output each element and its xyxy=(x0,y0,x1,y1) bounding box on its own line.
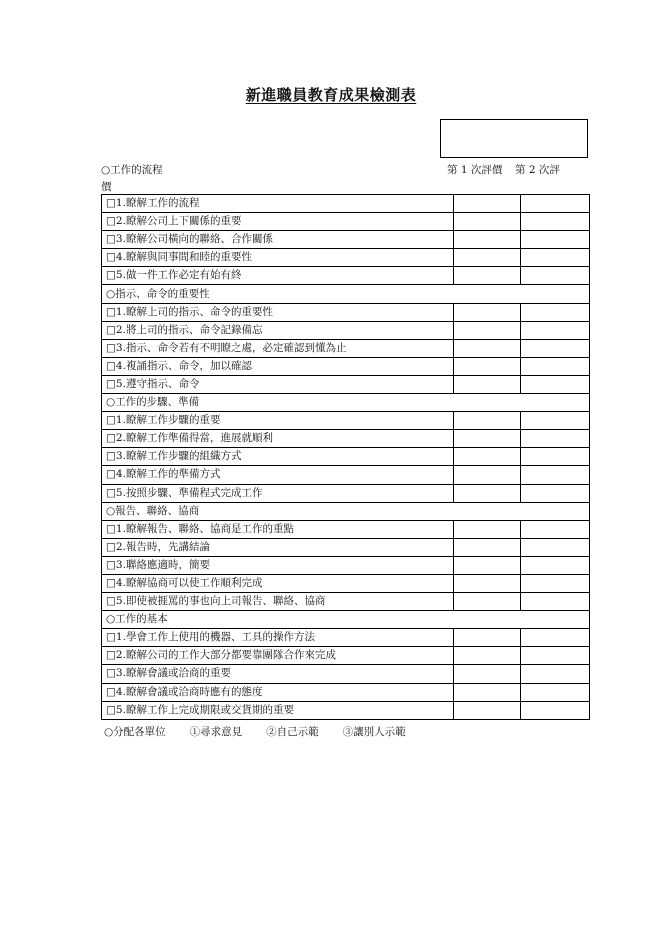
first-evaluation-cell[interactable] xyxy=(453,249,521,267)
table-row xyxy=(102,303,590,321)
second-evaluation-cell[interactable] xyxy=(521,303,590,321)
checklist-item[interactable]: □3.指示、命令若有不明瞭之處，必定確認到懂為止 xyxy=(102,339,454,357)
table-row xyxy=(102,213,590,231)
first-evaluation-cell[interactable] xyxy=(453,267,521,285)
second-evaluation-cell[interactable] xyxy=(521,357,590,375)
table-row xyxy=(102,448,590,466)
second-evaluation-label: 第 2 次評 xyxy=(515,164,560,176)
section-heading-row xyxy=(102,502,590,520)
table-row xyxy=(102,556,590,574)
checklist-item[interactable]: □5.做一件工作必定有始有終 xyxy=(102,267,454,285)
table-row xyxy=(102,195,590,213)
first-evaluation-cell[interactable] xyxy=(453,213,521,231)
checklist-item[interactable]: □2.瞭解工作準備得當，進展就順利 xyxy=(102,430,454,448)
checklist-item[interactable]: □2.將上司的指示、命令記錄備忘 xyxy=(102,321,454,339)
second-evaluation-label-wrap: 價 xyxy=(101,181,112,193)
first-evaluation-label: 第 1 次評價 xyxy=(447,164,503,176)
table-row xyxy=(102,629,590,647)
first-evaluation-cell[interactable] xyxy=(453,303,521,321)
second-evaluation-cell[interactable] xyxy=(521,213,590,231)
table-row xyxy=(102,665,590,683)
first-evaluation-cell[interactable] xyxy=(453,647,521,665)
first-evaluation-cell[interactable] xyxy=(453,448,521,466)
second-evaluation-cell[interactable] xyxy=(521,448,590,466)
table-row xyxy=(102,412,590,430)
second-evaluation-cell[interactable] xyxy=(521,484,590,502)
section-heading: ○指示、命令的重要性 xyxy=(102,285,590,303)
checklist-item[interactable]: □5.瞭解工作上完成期限或交貨期的重要 xyxy=(102,701,454,719)
second-evaluation-cell[interactable] xyxy=(521,647,590,665)
first-evaluation-cell[interactable] xyxy=(453,538,521,556)
second-evaluation-cell[interactable] xyxy=(521,375,590,393)
second-evaluation-cell[interactable] xyxy=(521,701,590,719)
first-evaluation-cell[interactable] xyxy=(453,484,521,502)
table-row xyxy=(102,321,590,339)
table-row xyxy=(102,538,590,556)
checklist-item[interactable]: □3.瞭解工作步驟的組織方式 xyxy=(102,448,454,466)
first-evaluation-cell[interactable] xyxy=(453,701,521,719)
section-heading: ○工作的基本 xyxy=(102,611,590,629)
assignment-label: ○分配各單位 xyxy=(104,726,166,738)
checklist-item[interactable]: □4.複誦指示、命令，加以確認 xyxy=(102,357,454,375)
first-evaluation-cell[interactable] xyxy=(453,339,521,357)
option-ask-opinion: ①尋求意見 xyxy=(189,726,243,738)
section-heading-row xyxy=(102,611,590,629)
checklist-item[interactable]: □4.瞭解工作的準備方式 xyxy=(102,466,454,484)
table-row xyxy=(102,357,590,375)
checklist-item[interactable]: □1.瞭解上司的指示、命令的重要性 xyxy=(102,303,454,321)
checklist-item[interactable]: □5.即使被捱罵的事也向上司報告、聯絡、協商 xyxy=(102,593,454,611)
option-self-demo: ②自己示範 xyxy=(266,726,319,738)
first-evaluation-cell[interactable] xyxy=(453,629,521,647)
table-row xyxy=(102,520,590,538)
checklist-item[interactable]: □2.瞭解公司上下關係的重要 xyxy=(102,213,454,231)
checklist-item[interactable]: □1.瞭解工作步驟的重要 xyxy=(102,412,454,430)
second-evaluation-cell[interactable] xyxy=(521,466,590,484)
evaluation-table xyxy=(101,194,590,720)
checklist-item[interactable]: □4.瞭解會議或洽商時應有的態度 xyxy=(102,683,454,701)
second-evaluation-cell[interactable] xyxy=(521,321,590,339)
checklist-item[interactable]: □1.學會工作上使用的機器、工具的操作方法 xyxy=(102,629,454,647)
assignment-footer xyxy=(104,724,430,740)
checklist-item[interactable]: □2.報告時，先講結論 xyxy=(102,538,454,556)
section-heading-first: ○工作的流程 xyxy=(101,164,163,176)
evaluation-header xyxy=(101,162,571,178)
second-evaluation-cell[interactable] xyxy=(521,430,590,448)
page-title: 新進職員教育成果檢測表 xyxy=(245,86,417,104)
second-evaluation-cell[interactable] xyxy=(521,520,590,538)
second-evaluation-cell[interactable] xyxy=(521,556,590,574)
first-evaluation-cell[interactable] xyxy=(453,321,521,339)
checklist-item[interactable]: □2.瞭解公司的工作大部分都要靠團隊合作來完成 xyxy=(102,647,454,665)
table-row xyxy=(102,267,590,285)
first-evaluation-cell[interactable] xyxy=(453,593,521,611)
checklist-item[interactable]: □1.瞭解工作的流程 xyxy=(102,195,454,213)
second-evaluation-cell[interactable] xyxy=(521,683,590,701)
checklist-item[interactable]: □4.瞭解與同事間和睦的重要性 xyxy=(102,249,454,267)
second-evaluation-cell[interactable] xyxy=(521,195,590,213)
section-heading: ○工作的步驟、準備 xyxy=(102,394,590,412)
section-heading: ○報告、聯絡、協商 xyxy=(102,502,590,520)
second-evaluation-cell[interactable] xyxy=(521,665,590,683)
table-row xyxy=(102,466,590,484)
first-evaluation-cell[interactable] xyxy=(453,430,521,448)
first-evaluation-cell[interactable] xyxy=(453,195,521,213)
second-evaluation-cell[interactable] xyxy=(521,574,590,592)
checklist-item[interactable]: □3.瞭解公司橫向的聯絡、合作關係 xyxy=(102,231,454,249)
second-evaluation-cell[interactable] xyxy=(521,629,590,647)
option-others-demo: ③讓別人示範 xyxy=(342,726,406,738)
second-evaluation-cell[interactable] xyxy=(521,593,590,611)
checklist-item[interactable]: □3.瞭解會議或洽商的重要 xyxy=(102,665,454,683)
second-evaluation-cell[interactable] xyxy=(521,231,590,249)
second-evaluation-cell[interactable] xyxy=(521,538,590,556)
table-row xyxy=(102,339,590,357)
first-evaluation-cell[interactable] xyxy=(453,520,521,538)
section-heading-row xyxy=(102,285,590,303)
second-evaluation-cell[interactable] xyxy=(521,267,590,285)
second-evaluation-cell[interactable] xyxy=(521,249,590,267)
checklist-item[interactable]: □1.瞭解報告、聯絡、協商是工作的重點 xyxy=(102,520,454,538)
first-evaluation-cell[interactable] xyxy=(453,665,521,683)
checklist-item[interactable]: □3.聯絡應適時，簡要 xyxy=(102,556,454,574)
checklist-item[interactable]: □5.遵守指示、命令 xyxy=(102,375,454,393)
table-row xyxy=(102,430,590,448)
first-evaluation-cell[interactable] xyxy=(453,683,521,701)
table-row xyxy=(102,484,590,502)
table-row xyxy=(102,593,590,611)
section-heading-row xyxy=(102,394,590,412)
table-row xyxy=(102,249,590,267)
table-row xyxy=(102,701,590,719)
table-row xyxy=(102,375,590,393)
first-evaluation-cell[interactable] xyxy=(453,412,521,430)
table-row xyxy=(102,647,590,665)
first-evaluation-cell[interactable] xyxy=(453,375,521,393)
table-row xyxy=(102,683,590,701)
first-evaluation-cell[interactable] xyxy=(453,574,521,592)
second-evaluation-cell[interactable] xyxy=(521,412,590,430)
first-evaluation-cell[interactable] xyxy=(453,231,521,249)
first-evaluation-cell[interactable] xyxy=(453,466,521,484)
second-evaluation-cell[interactable] xyxy=(521,339,590,357)
first-evaluation-cell[interactable] xyxy=(453,556,521,574)
checklist-item[interactable]: □4.瞭解協商可以使工作順利完成 xyxy=(102,574,454,592)
table-row xyxy=(102,574,590,592)
stamp-box[interactable] xyxy=(440,119,588,158)
checklist-item[interactable]: □5.按照步驟、準備程式完成工作 xyxy=(102,484,454,502)
first-evaluation-cell[interactable] xyxy=(453,357,521,375)
table-row xyxy=(102,231,590,249)
